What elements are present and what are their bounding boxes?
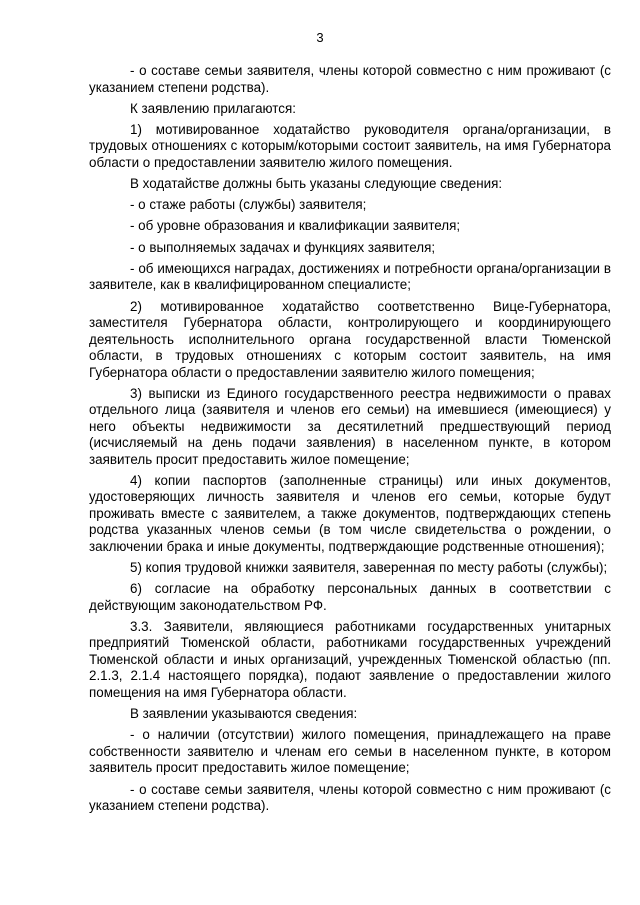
paragraph: - о выполняемых задачах и функциях заявителя;: [130, 239, 436, 255]
paragraph: - об уровне образования и квалификации заявителя;: [130, 218, 461, 234]
paragraph: 2) мотивированное ходатайство соответственно Вице-Губернатора, заместителя Губернатора области, контролирующего и координирующего деятельность исполнительного органа государственной власти Тюменской области, в трудовых отношениях с которым состоит заявитель, на имя Губернатора области о предоставлении заявителю жилого помещения;: [89, 298, 611, 380]
paragraph: - о наличии (отсутствии) жилого помещения, принадлежащего на праве собственности заявителю и членам его семьи в населенном пункте, в котором заявитель просит предоставить жилое помещение;: [89, 727, 611, 776]
paragraph: 4) копии паспортов (заполненные страницы) или иных документов, удостоверяющих личность заявителя и членов его семьи, которые будут проживать вместе с заявителем, а также документов, подтверждающих степень родства указанных членов семьи (в том числе свидетельства о рождении, о заключении брака и иные документы, подтверждающие родственные отношения);: [89, 472, 611, 554]
paragraph: 3) выписки из Единого государственного реестра недвижимости о правах отдельного лица (заявителя и членов его семьи) на имевшиеся (имеющиеся) у него объекты недвижимости за десятилетний предшествующий период (исчисляемый на день подачи заявления) в населенном пункте, в котором заявитель просит предоставить жилое помещение;: [89, 385, 611, 467]
paragraph: - об имеющихся наградах, достижениях и потребности органа/организации в заявителе, как в квалифицированном специалисте;: [89, 260, 611, 293]
paragraph: - о стаже работы (службы) заявителя;: [130, 197, 367, 213]
page-number: 3: [316, 30, 324, 45]
document-body: [89, 63, 611, 819]
paragraph: - о составе семьи заявителя, члены которой совместно с ним проживают (с указанием степени родства).: [89, 63, 611, 95]
paragraph: - о составе семьи заявителя, члены которой совместно с ним проживают (с указанием степени родства).: [89, 781, 611, 813]
paragraph: В заявлении указываются сведения:: [130, 706, 358, 722]
paragraph: 3.3. Заявители, являющиеся работниками государственных унитарных предприятий Тюменской области, работниками государственных учреждений Тюменской области и иных организаций, учрежденных Тюменской областью (пп. 2.1.3, 2.1.4 настоящего порядка), подают заявление о предоставлении жилого помещения на имя Губернатора области.: [89, 618, 611, 700]
paragraph: 1) мотивированное ходатайство руководителя органа/организации, в трудовых отношениях с которым/которыми состоит заявитель, на имя Губернатора области о предоставлении заявителю жилого помещения.: [89, 121, 611, 170]
paragraph: 5) копия трудовой книжки заявителя, заверенная по месту работы (службы);: [130, 560, 608, 576]
paragraph: В ходатайстве должны быть указаны следующие сведения:: [130, 176, 503, 192]
paragraph: К заявлению прилагаются:: [130, 100, 296, 116]
paragraph: 6) согласие на обработку персональных данных в соответствии с действующим законодательством РФ.: [89, 581, 611, 613]
